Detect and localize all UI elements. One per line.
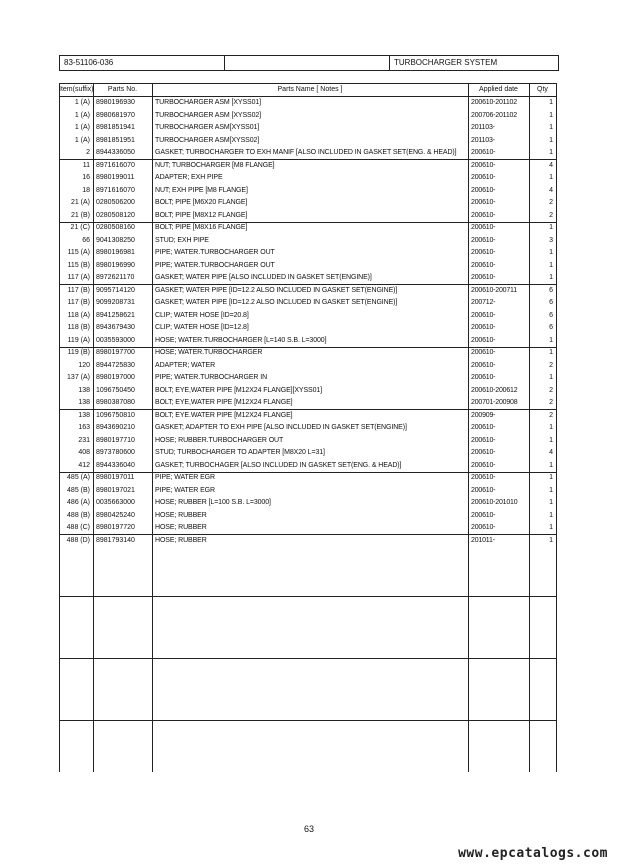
applied-date: 200909- (471, 411, 496, 419)
page-number: 63 (303, 824, 314, 834)
table-row (59, 297, 557, 310)
part-name: GASKET; ADAPTER TO EXH PIPE [ALSO INCLUDED IN GASKET SET(ENGINE)] (155, 424, 407, 431)
item-number: 11 (82, 161, 90, 169)
applied-date: 200610- (471, 261, 496, 269)
part-name: BOLT; PIPE [M8X12 FLANGE] (155, 211, 248, 219)
quantity: 1 (549, 149, 553, 156)
part-number: 8971616070 (96, 186, 135, 194)
applied-date: 200610- (471, 149, 496, 156)
part-number: 8980197710 (96, 436, 135, 444)
part-number: 8980199011 (96, 174, 135, 181)
part-name: CLIP; WATER HOSE [ID=20.8] (155, 311, 249, 319)
applied-date: 200610-201102 (471, 99, 517, 106)
part-name: NUT; EXH PIPE [M8 FLANGE] (155, 186, 248, 194)
part-name: TURBOCHARGER ASM [XYSS02] (155, 111, 262, 119)
table-row (59, 222, 557, 235)
part-number: 8944336050 (96, 149, 135, 156)
part-name: GASKET; WATER PIPE [ID=12.2 ALSO INCLUDED IN GASKET SET(ENGINE)] (155, 299, 398, 306)
quantity: 1 (549, 136, 553, 144)
quantity: 6 (549, 311, 553, 319)
applied-date: 200610- (471, 236, 496, 244)
part-name: BOLT; EYE.WATER PIPE [M12X24 FLANGE] (155, 411, 293, 419)
item-number: 21 (A) (70, 199, 90, 206)
item-number: 137 (A) (67, 374, 90, 381)
part-number: 8980681970 (96, 111, 135, 119)
quantity: 1 (549, 261, 553, 269)
quantity: 2 (549, 411, 553, 419)
catalog-header (59, 55, 559, 71)
table-row (59, 172, 557, 185)
item-number: 2 (86, 149, 90, 156)
quantity: 1 (549, 111, 553, 119)
part-number: 8941258621 (96, 311, 135, 319)
item-number: 1 (A) (74, 111, 90, 119)
applied-date: 200610- (471, 336, 496, 344)
item-number: 119 (A) (67, 336, 90, 344)
applied-date: 200610- (471, 486, 496, 494)
part-name: GASKET; WATER PIPE [ALSO INCLUDED IN GASKET SET(ENGINE)] (155, 274, 372, 281)
item-number: 408 (78, 449, 90, 456)
applied-date: 201011- (471, 536, 495, 544)
applied-date: 200610- (471, 249, 496, 256)
applied-date: 200610- (471, 511, 496, 519)
table-row (59, 122, 557, 135)
part-name: NUT; TURBOCHARGER [M8 FLANGE] (155, 161, 275, 169)
part-number: 8980197011 (96, 474, 135, 481)
table-row (59, 160, 557, 173)
table-row (59, 272, 557, 285)
applied-date: 200610- (471, 349, 496, 356)
part-name: PIPE; WATER.TURBOCHARGER IN (155, 374, 268, 381)
quantity: 4 (549, 161, 553, 169)
table-row (59, 110, 557, 123)
quantity: 1 (549, 249, 553, 256)
part-name: HOSE; WATER.TURBOCHARGER (155, 349, 263, 356)
item-number: 412 (78, 461, 90, 469)
table-row (59, 522, 557, 535)
quantity: 2 (549, 199, 553, 206)
quantity: 1 (549, 461, 553, 469)
part-number: 1096750450 (96, 386, 135, 394)
quantity: 2 (549, 399, 553, 406)
part-name: STUD; TURBOCHARGER TO ADAPTER [M8X20 L=31] (155, 449, 325, 456)
table-row (59, 285, 557, 298)
table-row (59, 372, 557, 385)
quantity: 1 (549, 499, 553, 506)
quantity: 6 (549, 286, 553, 294)
col-header-date: Applied date (479, 86, 518, 93)
item-number: 485 (A) (67, 474, 90, 481)
quantity: 1 (549, 349, 553, 356)
item-number: 163 (78, 424, 90, 431)
part-name: TURBOCHARGER ASM[XYSS01] (155, 124, 260, 131)
part-number: 0035663000 (96, 499, 135, 506)
quantity: 1 (549, 524, 553, 531)
col-header-part: Parts No. (107, 86, 138, 93)
part-number: 9095714120 (96, 286, 135, 294)
table-row (59, 360, 557, 373)
table-row (59, 197, 557, 210)
applied-date: 200610- (471, 474, 496, 481)
part-number: 8943690210 (96, 424, 135, 431)
quantity: 1 (549, 536, 553, 544)
applied-date: 200610- (471, 424, 496, 431)
item-number: 138 (78, 399, 90, 406)
part-number: 8980425240 (96, 511, 135, 519)
quantity: 1 (549, 374, 553, 381)
part-number: 8971616070 (96, 161, 135, 169)
quantity: 6 (549, 324, 553, 331)
item-number: 138 (78, 386, 90, 394)
part-number: 8980197000 (96, 374, 135, 381)
applied-date: 200610- (471, 524, 496, 531)
part-name: ADAPTER; WATER (155, 361, 216, 369)
quantity: 1 (549, 174, 553, 181)
table-row (59, 485, 557, 498)
quantity: 1 (549, 224, 553, 231)
applied-date: 200610-201010 (471, 499, 518, 506)
part-number: 0280508160 (96, 224, 135, 231)
part-number: 0035593000 (96, 336, 135, 344)
item-number: 115 (A) (67, 249, 90, 256)
table-row (59, 135, 557, 148)
table-row (59, 435, 557, 448)
part-name: PIPE; WATER EGR (155, 486, 215, 494)
item-number: 1 (A) (74, 99, 90, 106)
item-number: 21 (B) (70, 211, 90, 219)
part-name: BOLT; EYE,WATER PIPE [M12X24 FLANGE][XYSS01] (155, 386, 323, 394)
applied-date: 200610- (471, 199, 496, 206)
part-name: PIPE; WATER.TURBOCHARGER OUT (155, 261, 275, 269)
item-number: 118 (B) (67, 324, 90, 331)
item-number: 115 (B) (67, 261, 90, 269)
table-row (59, 185, 557, 198)
item-number: 231 (78, 436, 90, 444)
table-row (59, 472, 557, 485)
applied-date: 200610- (471, 224, 496, 231)
table-row (59, 397, 557, 410)
quantity: 1 (549, 336, 553, 344)
item-number: 18 (82, 186, 90, 194)
quantity: 6 (549, 299, 553, 306)
part-name: HOSE; RUBBER.TURBOCHARGER OUT (155, 436, 284, 444)
part-number: 9099208731 (96, 299, 135, 306)
applied-date: 200610- (471, 461, 496, 469)
applied-date: 200701-200908 (471, 399, 518, 406)
part-number: 8981851941 (96, 124, 135, 131)
col-header-qty: Qty (537, 86, 548, 93)
table-row (59, 97, 557, 110)
item-number: 21 (C) (70, 224, 90, 231)
item-number: 1 (A) (74, 136, 90, 144)
quantity: 1 (549, 511, 553, 519)
part-name: HOSE; RUBBER (155, 524, 207, 531)
table-row (59, 347, 557, 360)
table-row (59, 322, 557, 335)
applied-date: 200610- (471, 161, 496, 169)
table-row (59, 460, 557, 473)
applied-date: 200610- (471, 436, 496, 444)
applied-date: 200610- (471, 311, 496, 319)
part-name: ADAPTER; EXH PIPE (155, 174, 223, 181)
quantity: 2 (549, 386, 553, 394)
part-name: HOSE; RUBBER (155, 511, 207, 519)
applied-date: 200610- (471, 274, 496, 281)
part-name: HOSE; RUBBER [L=100 S.B. L=3000] (155, 499, 271, 506)
quantity: 1 (549, 486, 553, 494)
table-row (59, 510, 557, 523)
item-number: 117 (A) (67, 274, 90, 281)
quantity: 1 (549, 436, 553, 444)
applied-date: 200712- (471, 299, 496, 306)
item-number: 488 (B) (67, 511, 90, 519)
applied-date: 200706-201102 (471, 111, 517, 119)
part-number: 9041308250 (96, 236, 135, 244)
item-number: 119 (B) (67, 349, 90, 356)
item-number: 1 (A) (74, 124, 90, 131)
table-row (59, 335, 557, 348)
applied-date: 201103- (471, 124, 495, 131)
part-name: BOLT; PIPE [M6X20 FLANGE] (155, 199, 248, 206)
part-number: 8973780600 (96, 449, 135, 456)
row-separator (59, 720, 557, 721)
applied-date: 200610-200711 (471, 286, 517, 294)
table-row (59, 310, 557, 323)
quantity: 1 (549, 124, 553, 131)
applied-date: 200610- (471, 186, 496, 194)
part-number: 8980387080 (96, 399, 135, 406)
item-number: 117 (B) (67, 286, 90, 294)
part-name: HOSE; WATER.TURBOCHARGER [L=140 S.B. L=3000] (155, 336, 327, 344)
quantity: 4 (549, 186, 553, 194)
part-number: 0280506200 (96, 199, 135, 206)
part-number: 8980196930 (96, 99, 135, 106)
table-row (59, 447, 557, 460)
table-row (59, 535, 557, 548)
part-number: 8943679430 (96, 324, 135, 331)
quantity: 2 (549, 211, 553, 219)
table-row (59, 410, 557, 423)
col-header-name: Parts Name [ Notes ] (277, 86, 343, 93)
table-row (59, 385, 557, 398)
part-name: STUD; EXH PIPE (155, 236, 209, 244)
col-header-item: Item(suffix) (59, 86, 94, 93)
item-number: 486 (A) (67, 499, 90, 506)
applied-date: 200610- (471, 361, 496, 369)
item-number: 485 (B) (67, 486, 90, 494)
row-separator (59, 596, 557, 597)
system-title: TURBOCHARGER SYSTEM (394, 58, 498, 67)
part-number: 8980197720 (96, 524, 135, 531)
part-number: 8980197700 (96, 349, 135, 356)
part-name: GASKET; WATER PIPE [ID=12.2 ALSO INCLUDED IN GASKET SET(ENGINE)] (155, 286, 398, 294)
quantity: 4 (549, 449, 553, 456)
applied-date: 200610- (471, 211, 496, 219)
row-separator (59, 658, 557, 659)
part-number: 8944336040 (96, 461, 135, 469)
item-number: 118 (A) (67, 311, 90, 319)
applied-date: 200610- (471, 449, 496, 456)
table-row (59, 260, 557, 273)
table-header (59, 84, 557, 96)
table-row (59, 497, 557, 510)
applied-date: 201103- (471, 136, 495, 144)
part-number: 0280508120 (96, 211, 135, 219)
item-number: 488 (C) (66, 524, 90, 531)
quantity: 2 (549, 361, 553, 369)
item-number: 138 (78, 411, 90, 419)
table-row (59, 247, 557, 260)
header-blank-cell (225, 56, 390, 70)
applied-date: 200610-200612 (471, 386, 518, 394)
quantity: 1 (549, 274, 553, 281)
part-number: 8980196981 (96, 249, 135, 256)
part-name: GASKET; TURBOCHAGER [ALSO INCLUDED IN GASKET SET(ENG. & HEAD)] (155, 461, 402, 469)
applied-date: 200610- (471, 324, 496, 331)
part-name: GASKET; TURBOCHARGER TO EXH MANIF [ALSO INCLUDED IN GASKET SET(ENG. & HEAD)] (155, 149, 457, 156)
part-name: BOLT; EYE,WATER PIPE [M12X24 FLANGE] (155, 399, 293, 406)
part-name: HOSE; RUBBER (155, 536, 207, 544)
part-number: 8980197021 (96, 486, 135, 494)
part-name: PIPE; WATER EGR (155, 474, 215, 481)
part-number: 8944725830 (96, 361, 135, 369)
table-row (59, 147, 557, 160)
part-name: TURBOCHARGER ASM[XYSS02] (155, 136, 260, 144)
quantity: 1 (549, 474, 553, 481)
item-number: 488 (D) (66, 536, 90, 544)
part-number: 8972621170 (96, 274, 135, 281)
watermark-url: www.epcatalogs.com (458, 846, 608, 861)
item-number: 117 (B) (67, 299, 90, 306)
table-row (59, 422, 557, 435)
item-number: 16 (82, 174, 90, 181)
item-number: 120 (78, 361, 90, 369)
applied-date: 200610- (471, 174, 496, 181)
quantity: 1 (549, 99, 553, 106)
quantity: 1 (549, 424, 553, 431)
part-number: 8981851951 (96, 136, 135, 144)
quantity: 3 (549, 236, 553, 244)
catalog-number: 83-51106-036 (60, 56, 225, 70)
part-number: 8980196990 (96, 261, 135, 269)
table-row (59, 235, 557, 248)
part-name: BOLT; PIPE [M8X16 FLANGE] (155, 224, 248, 231)
part-number: 1096750810 (96, 411, 135, 419)
table-row (59, 210, 557, 223)
item-number: 66 (82, 236, 90, 244)
part-name: CLIP; WATER HOSE [ID=12.8] (155, 324, 249, 331)
applied-date: 200610- (471, 374, 496, 381)
part-number: 8981793140 (96, 536, 135, 544)
part-name: PIPE; WATER.TURBOCHARGER OUT (155, 249, 275, 256)
parts-table (59, 83, 557, 772)
part-name: TURBOCHARGER ASM [XYSS01] (155, 99, 262, 106)
